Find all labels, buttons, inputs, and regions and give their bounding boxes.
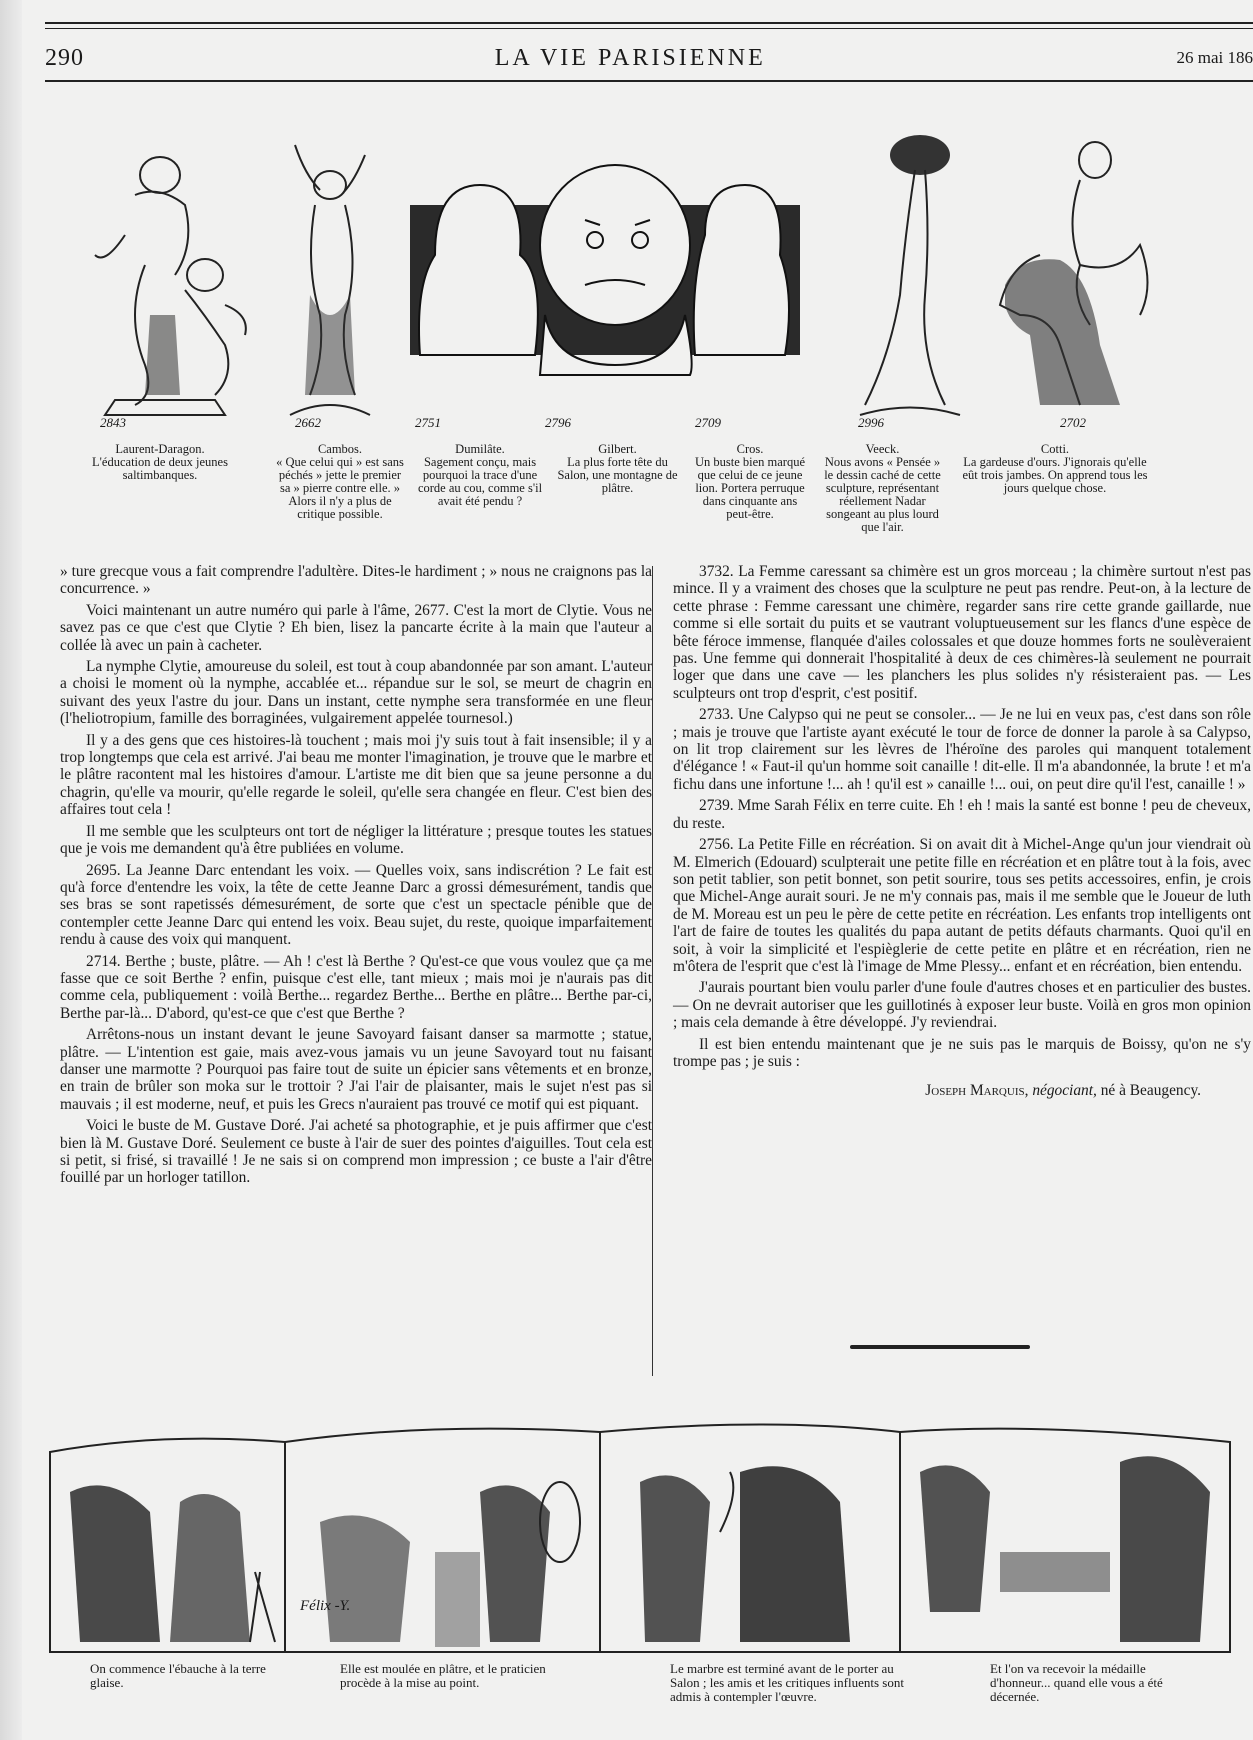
- sketch-number: 2796: [545, 415, 571, 430]
- paragraph: Il y a des gens que ces histoires-là touchent ; mais moi j'y suis tout à fait insensible; il y a trop longtemps que cela est arrivé. J'ai beau me monter l'imagination, je trouve que le marbre et le plâtre racontent mal les histoires d'amour. L'artiste me dit bien que sa jeune personne a du chagrin, qu'elle va mourir, qu'elle regarde le soleil, qu'elle sera changée en fleur. C'est bien des affaires tout cela !: [60, 731, 652, 819]
- header-rule-top-thin: [45, 28, 1253, 29]
- paragraph: Il est bien entendu maintenant que je ne suis pas le marquis de Boissy, qu'on ne s'y trompe pas ; je suis :: [673, 1035, 1251, 1070]
- paragraph: Voici maintenant un autre numéro qui parle à l'âme, 2677. C'est la mort de Clytie. Vous ne savez pas ce que c'est que Clytie ? Eh bien, lisez la pancarte écrite à la main que l'auteur a collée là avec un pain à cacheter.: [60, 601, 652, 654]
- signature-place: né à Beaugency.: [1100, 1082, 1201, 1100]
- sketch-pecheresse: [265, 115, 395, 435]
- sketch-saltimbanques-drawing: [65, 115, 255, 435]
- caption-laurent-daragon: [60, 443, 260, 482]
- sketch-number: 2751: [415, 415, 441, 430]
- caption-dumilate: [415, 443, 545, 508]
- page-header: [45, 40, 1253, 76]
- caption-cotti: [960, 443, 1150, 495]
- sketch-number: 2843: [100, 415, 126, 430]
- caption-desc: La plus forte tête du Salon, une montagne de plâtre.: [557, 455, 678, 495]
- sketch-number: 2662: [295, 415, 321, 430]
- caption-desc: Un buste bien marqué que celui de ce jeune lion. Portera perruque dans cinquante ans peut-être.: [694, 455, 806, 521]
- paragraph: Il me semble que les sculpteurs ont tort de négliger la littérature ; presque toutes les statues que je vois me demandent qu'à être publiées en volume.: [60, 822, 652, 858]
- sketch-busts-drawing: [405, 115, 805, 435]
- caption-artist: Cros.: [736, 442, 764, 456]
- paragraph: La nymphe Clytie, amoureuse du soleil, est tout à coup abandonnée par son amant. L'auteur a choisi le moment où la nymphe, accablée et... répandue sur le sol, se meurt de chagrin en suivant des yeux l'astre du jour. Dans un instant, cette nymphe sera transformée en une fleur (l'heliotropium, famille des borraginées, vulgairement appelée tournesol.): [60, 658, 652, 728]
- caption-veeck: [820, 443, 945, 534]
- paragraph: » ture grecque vous a fait comprendre l'adultère. Dites-le hardiment ; » nous ne craignons pas la concurrence. »: [60, 563, 652, 598]
- sketch-gardeuse-ours-drawing: [980, 115, 1180, 435]
- paragraph: 2733. Une Calypso qui ne peut se consoler... — Je ne lui en veux pas, c'est dans son rôle ; mais je trouve que l'artiste ayant exécuté le tour de force de donner la parole à sa Calypso, on lit trop clairement sur les lèvres de l'héroïne des paroles qui manquent totalement d'élégance ! « Faut-il qu'un homme soit canaille ! dit-elle. Il m'a abandonnée, la brute ! et m'a fichu dans une infortune !... ah ! qu'il est » canaille !... oui, on peut dire qu'il l'est, canaille ! »: [673, 706, 1251, 793]
- header-rule-top: [45, 22, 1253, 24]
- caption-artist: Cotti.: [1040, 442, 1070, 456]
- caption-artist: Cambos.: [317, 442, 363, 456]
- caption-desc: Nous avons « Pensée » le dessin caché de cette sculpture, représentant réellement Nadar songeant au plus lourd que l'air.: [824, 455, 941, 534]
- bottom-caption: Le marbre est terminé avant de le porter au Salon ; les amis et les critiques influents sont admis à contempler l'œuvre.: [670, 1661, 904, 1704]
- paragraph: Voici le buste de M. Gustave Doré. J'ai acheté sa photographie, et je puis affirmer que c'est bien là M. Gustave Doré. Seulement ce buste à l'air de suer des pointes d'aiguilles. Tout cela est si petit, si frisé, si travaillé ! Je ne sais si on comprend mon impression ; ce buste a l'air d'être fouillé par un horloger tatillon.: [60, 1117, 652, 1187]
- sketch-pecheresse-drawing: [265, 115, 395, 435]
- paragraph: 3732. La Femme caressant sa chimère est un gros morceau ; la chimère surtout n'est pas mince. Il y a vraiment des choses que la sculpture ne peut pas rendre. Peut-on, à la lecture de cette phrase : Femme caressant une chimère, regarder sans rire cette grande gaillarde, nue comme si elle sortait du puits et se vautrant voluptueusement sur les flancs d'une espèce de bête féroce immense, flanquée d'ailes colossales et que douze hommes forts ne soulèveraient pas. Une femme qui donnerait l'hospitalité à deux de ces chimères-là seulement ne pourrait loger que dans une cave — les planchers les plus solides n'y résisteraient pas. — Les sculpteurs ont trop d'esprit, c'est positif.: [673, 563, 1251, 702]
- paragraph: J'aurais pourtant bien voulu parler d'une foule d'autres choses et en particulier des bustes. — On ne devrait autoriser que les guillotinés à exposer leur buste. Voilà en gros mon opinion ; mais cela demande à être développé. J'y reviendrai.: [673, 979, 1251, 1032]
- column-divider: [652, 566, 653, 1376]
- bottom-illustration-drawing: [40, 1412, 1253, 1662]
- sketch-pensee: [850, 115, 970, 435]
- caption-artist: Laurent-Daragon.: [115, 442, 205, 456]
- bottom-illustration: [40, 1412, 1253, 1662]
- caption-desc: « Que celui qui » est sans péchés » jette le premier sa » pierre contre elle. » Alors il n'y a plus de critique possible.: [276, 455, 404, 521]
- paragraph: 2739. Mme Sarah Félix en terre cuite. Eh ! eh ! mais la santé est bonne ! peu de cheveux, du reste.: [673, 797, 1251, 832]
- sketch-saltimbanques: [65, 115, 255, 435]
- sketch-number: 2996: [858, 415, 884, 430]
- signature-role: négociant,: [1032, 1082, 1097, 1100]
- article-column-left: [60, 563, 652, 1191]
- sketch-pensee-drawing: [850, 115, 970, 435]
- illustrator-signature: Félix -Y.: [300, 1598, 351, 1614]
- bottom-caption: On commence l'ébauche à la terre glaise.: [90, 1661, 266, 1690]
- header-rule-bottom: [45, 80, 1253, 82]
- bottom-captions: [40, 1662, 1253, 1732]
- sketch-number: 2702: [1060, 415, 1086, 430]
- sketch-captions: [60, 443, 1253, 553]
- page-edge: [0, 0, 22, 1740]
- caricature-strip: [60, 115, 1253, 435]
- bottom-caption: Et l'on va recevoir la médaille d'honneur... quand elle vous a été décernée.: [990, 1661, 1163, 1704]
- paragraph: Arrêtons-nous un instant devant le jeune Savoyard faisant danser sa marmotte ; statue, plâtre. — L'intention est gaie, mais avez-vous jamais vu un jeune Savoyard tout nu faisant danser une marmotte ? Pourquoi pas faire tout de suite un épicier sans vêtements et en bronze, en train de brûler son moka sur le trottoir ? J'ai l'air de plaisanter, mais le sujet n'est pas si mauvais ; il est moderne, neuf, et puis les Grecs n'auraient pas trouvé ce motif qui est piquant.: [60, 1026, 652, 1113]
- sketch-number: 2709: [695, 415, 721, 430]
- paragraph: 2695. La Jeanne Darc entendant les voix. — Quelles voix, sans indiscrétion ? Le fait est qu'à force d'entendre les voix, la tête de cette Jeanne Darc a grossi démesurément, tandis que ses bras se sont rapetissés démesurément, de sorte que c'est un spectacle pénible que de contempler cette Jeanne Darc qui entend les voix. Beau sujet, du reste, quoique imparfaitement rendu à cause des voix qui manquent.: [60, 861, 652, 949]
- caption-artist: Veeck.: [865, 442, 900, 456]
- caption-desc: L'éducation de deux jeunes saltimbanques.: [92, 455, 228, 482]
- caption-desc: Sagement conçu, mais pourquoi la trace d'une corde au cou, comme s'il avait été pendu ?: [417, 455, 543, 508]
- bottom-caption: Elle est moulée en plâtre, et le praticien procède à la mise au point.: [340, 1661, 546, 1690]
- paragraph: 2756. La Petite Fille en récréation. Si on avait dit à Michel-Ange qu'un jour viendrait où M. Elmerich (Edouard) sculpterait une petite fille en récréation et en plâtre tout à la fois, avec son petit tablier, son petit bonnet, son petit sourire, tous ses petits accessoires, enfin, je crois que Michel-Ange aurait souri. Je ne m'y connais pas, mais il me semble que le Joueur de luth de M. Moreau est un peu le père de cette petite en récréation. Les enfants trop intelligents ont l'art de faire de toutes les qualités du papa autant de petits défauts charmants. Quoi qu'il en soit, à voir la simplicité et l'espièglerie de cette petite en plâtre et en récréation, rien ne m'ôtera de l'esprit que c'est là l'image de Mme Plessy... enfant et en récréation, bien entendu.: [673, 836, 1251, 975]
- caption-artist: Dumilâte.: [455, 442, 505, 456]
- author-signature: [673, 1082, 1251, 1099]
- masthead-title: LA VIE PARISIENNE: [494, 44, 766, 71]
- page-number: 290: [45, 44, 84, 71]
- signature-name: Joseph Marquis,: [925, 1082, 1029, 1100]
- caption-artist: Gilbert.: [598, 442, 637, 456]
- issue-date: 26 mai 186: [1176, 48, 1253, 67]
- end-ornament: [850, 1345, 1030, 1349]
- caption-cros: [690, 443, 810, 521]
- caption-desc: La gardeuse d'ours. J'ignorais qu'elle eût trois jambes. On apprend tous les jours quelque chose.: [962, 455, 1148, 495]
- caption-cambos: [275, 443, 405, 521]
- caption-gilbert: [555, 443, 680, 495]
- sketch-busts-group: [405, 115, 805, 435]
- article-column-right: [673, 563, 1251, 1100]
- paragraph: 2714. Berthe ; buste, plâtre. — Ah ! c'est là Berthe ? Qu'est-ce que vous voulez que ça me fasse que ce soit Berthe ? enfin, puisque c'est elle, tant mieux ; mais moi je n'aurais pas dit comme cela, publiquement : voilà Berthe... regardez Berthe... Berthe en plâtre... Berthe par-ci, Berthe par-là... D'abord, qu'est-ce que c'est que Berthe ?: [60, 952, 652, 1022]
- sketch-gardeuse-ours: [980, 115, 1180, 435]
